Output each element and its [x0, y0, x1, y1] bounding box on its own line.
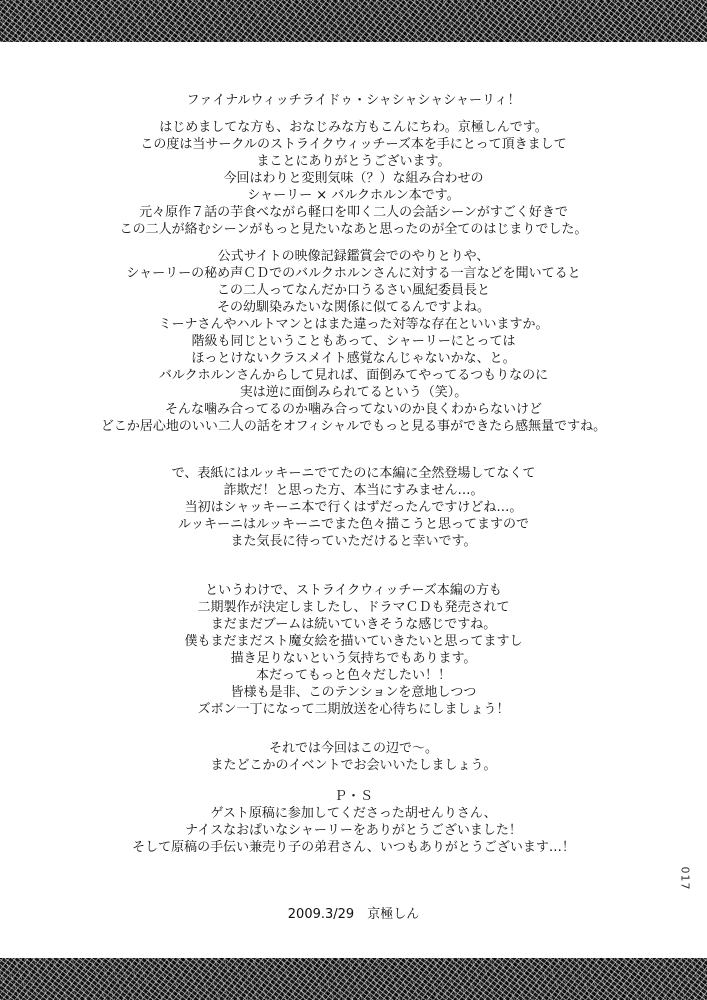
- date-signature: 2009.3/29 京極しん: [287, 907, 420, 922]
- text-line: また気長に待っていただけると幸いです。: [230, 534, 477, 549]
- text-line: この二人ってなんだか口うるさい風紀委員長と: [216, 283, 490, 298]
- bottom-texture-border: [0, 958, 707, 1000]
- text-line: 公式サイトの映像記録鑑賞会でのやりとりや、: [217, 249, 490, 264]
- paragraph-3: [0, 465, 707, 550]
- page-number: 017: [678, 866, 692, 891]
- afterword-text: [0, 92, 707, 923]
- text-line: ミーナさんやハルトマンとはまた違った対等な存在といいますか。: [158, 317, 549, 332]
- text-line: 元々原作７話の芋食べながら軽口を叩く二人の会話シーンがすごく好きで: [139, 205, 568, 220]
- text-line: まだまだブームは続いていきそうな感じですね。: [210, 617, 497, 632]
- text-line: そして原稿の手伝い兼売り子の弟君さん、いつもありがとうございます…！: [132, 840, 575, 855]
- text-line: で、表紙にはルッキーニでてたのに本編に全然登場してなくて: [171, 466, 536, 481]
- paragraph-2: [0, 248, 707, 435]
- text-line: ルッキーニはルッキーニでまた色々描こうと思ってますので: [177, 517, 529, 532]
- text-line: ナイスなおぱいなシャーリーをありがとうございました！: [185, 823, 522, 838]
- text-line: まことにありがとうございます。: [256, 154, 451, 169]
- text-line: シャーリー × バルクホルン本です。: [247, 188, 460, 203]
- paragraph-4: [0, 582, 707, 718]
- text-line: シャーリーの秘め声ＣＤでのバルクホルンさんに対する一言などを聞いてると: [126, 266, 581, 281]
- text-line: 本だってもっと色々だしたい！！: [255, 668, 451, 683]
- page-title: ファイナルウィッチライドゥ・シャシャシャシャーリィ！: [186, 93, 521, 108]
- text-line: その幼馴染みたいな関係に似てるんですよね。: [216, 300, 490, 315]
- text-line: はじめましてな方も、おなじみな方もこんにちわ。京極しんです。: [159, 120, 548, 135]
- text-line: というわけで、ストライクウィッチーズ本編の方も: [205, 583, 502, 598]
- text-line: 当初はシャッキーニ本で行くはずだったんですけどね…。: [184, 500, 523, 515]
- text-line: 僕もまだまだスト魔女絵を描いていきたいと思ってますし: [184, 634, 523, 649]
- postscript-heading: Ｐ・Ｓ: [333, 789, 373, 804]
- text-line: どこか居心地のいい二人の話をオフィシャルでもっと見る事ができたら感無量ですね。: [100, 419, 607, 434]
- text-line: 描き足りないという気持ちでもあります。: [230, 651, 477, 666]
- paragraph-1: [0, 119, 707, 238]
- text-line: ゲスト原稿に参加してくださった胡せんりさん、: [210, 806, 497, 821]
- text-line: この度は当サークルのストライクウィッチーズ本を手にとって頂きまして: [140, 137, 567, 152]
- text-line: 今回はわりと変則気味（？）な組み合わせの: [223, 171, 484, 186]
- text-line: またどこかのイベントでお会いいたしましょう。: [210, 758, 497, 773]
- text-line: そんな噛み合ってるのか噛み合ってないのか良くわからないけど: [164, 402, 542, 417]
- text-line: 階級も同じということもあって、シャーリーにとっては: [191, 334, 516, 349]
- text-line: 皆様も是非、このテンションを意地しつつ: [230, 685, 477, 700]
- text-line: この二人が絡むシーンがもっと見たいなあと思ったのが全てのはじまりでした。: [119, 222, 588, 237]
- text-line: バルクホルンさんからして見れば、面倒みてやってるつもりなのに: [158, 368, 549, 383]
- top-texture-border: [0, 0, 707, 42]
- text-line: ズボン一丁になって二期放送を心待ちにしましょう！: [197, 702, 510, 717]
- text-line: 詐欺だ！と思った方、本当にすみません…。: [223, 483, 484, 498]
- text-line: 二期製作が決定しましたし、ドラマＣＤも発売されて: [197, 600, 510, 615]
- text-line: それでは今回はこの辺で〜。: [268, 741, 438, 756]
- text-line: ほっとけないクラスメイト感覚なんじゃないかな、と。: [191, 351, 516, 366]
- paragraph-5: [0, 740, 707, 774]
- postscript: [0, 788, 707, 856]
- text-line: 実は逆に面倒みられてるという（笑）。: [239, 385, 468, 400]
